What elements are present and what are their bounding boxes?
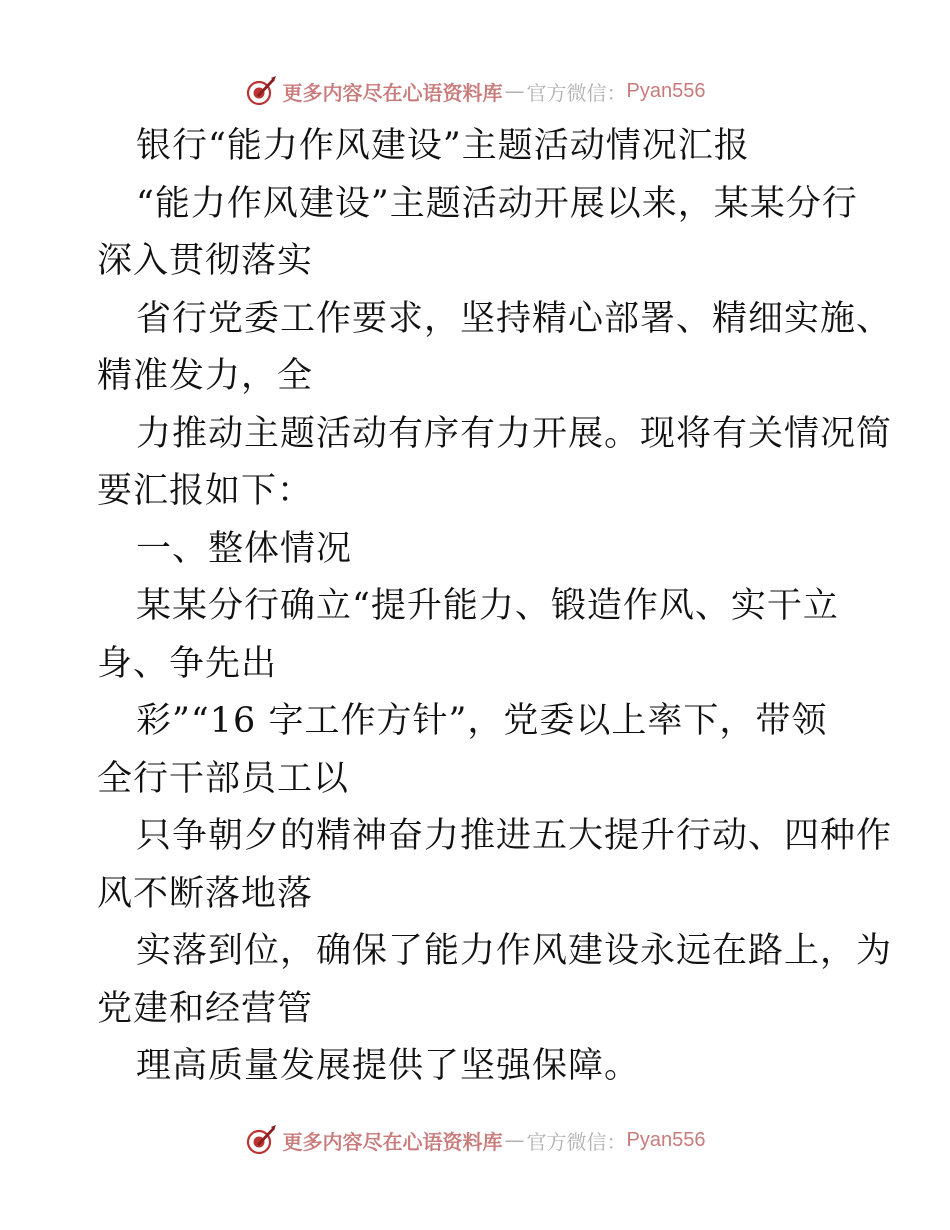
text-line: “能力作风建设”主题活动开展以来，某某分行: [136, 183, 858, 224]
text-line: 理高质量发展提供了坚强保障。: [136, 1046, 641, 1086]
text-line: 深入贯彻落实: [97, 241, 314, 281]
watermark-wechat-label: 官方微信：: [526, 1129, 627, 1154]
text-line: 党建和经营管: [97, 988, 314, 1029]
watermark-text: 更多内容尽在心语资料库: [282, 80, 503, 105]
text-line: 实落到位，确保了能力作风建设永远在路上，为: [136, 931, 893, 971]
watermark-separator: —: [504, 79, 525, 103]
document-body: [97, 118, 893, 1096]
watermark-text: 更多内容尽在心语资料库: [282, 1129, 503, 1154]
watermark-wechat-id: Pyan556: [626, 1128, 706, 1151]
watermark-banner-top: [0, 69, 950, 113]
watermark-wechat-label: 官方微信：: [526, 80, 627, 105]
document-title: 银行“能力作风建设”主题活动情况汇报: [136, 126, 750, 166]
text-line: 风不断落地落: [97, 873, 314, 914]
text-line: 省行党委工作要求，坚持精心部署、精细实施、: [136, 298, 893, 339]
text-line: 身、争先出: [97, 643, 278, 684]
watermark-banner-bottom: [0, 1118, 950, 1162]
quill-pen-logo-icon: [245, 1124, 277, 1156]
text-line: 某某分行确立“提升能力、锻造作风、实干立: [136, 586, 839, 626]
text-line: 彩”“16 字工作方针”，党委以上率下，带领: [136, 701, 828, 741]
text-line: 只争朝夕的精神奋力推进五大提升行动、四种作: [136, 816, 893, 856]
text-line: 要汇报如下：: [97, 471, 314, 511]
quill-pen-logo-icon: [245, 75, 277, 107]
text-line: 精准发力，全: [97, 356, 314, 396]
watermark-separator: —: [504, 1128, 525, 1152]
section-heading: 一、整体情况: [136, 528, 353, 569]
text-line: 全行干部员工以: [97, 758, 350, 799]
text-line: 力推动主题活动有序有力开展。现将有关情况简: [136, 413, 893, 454]
watermark-wechat-id: Pyan556: [626, 79, 706, 102]
